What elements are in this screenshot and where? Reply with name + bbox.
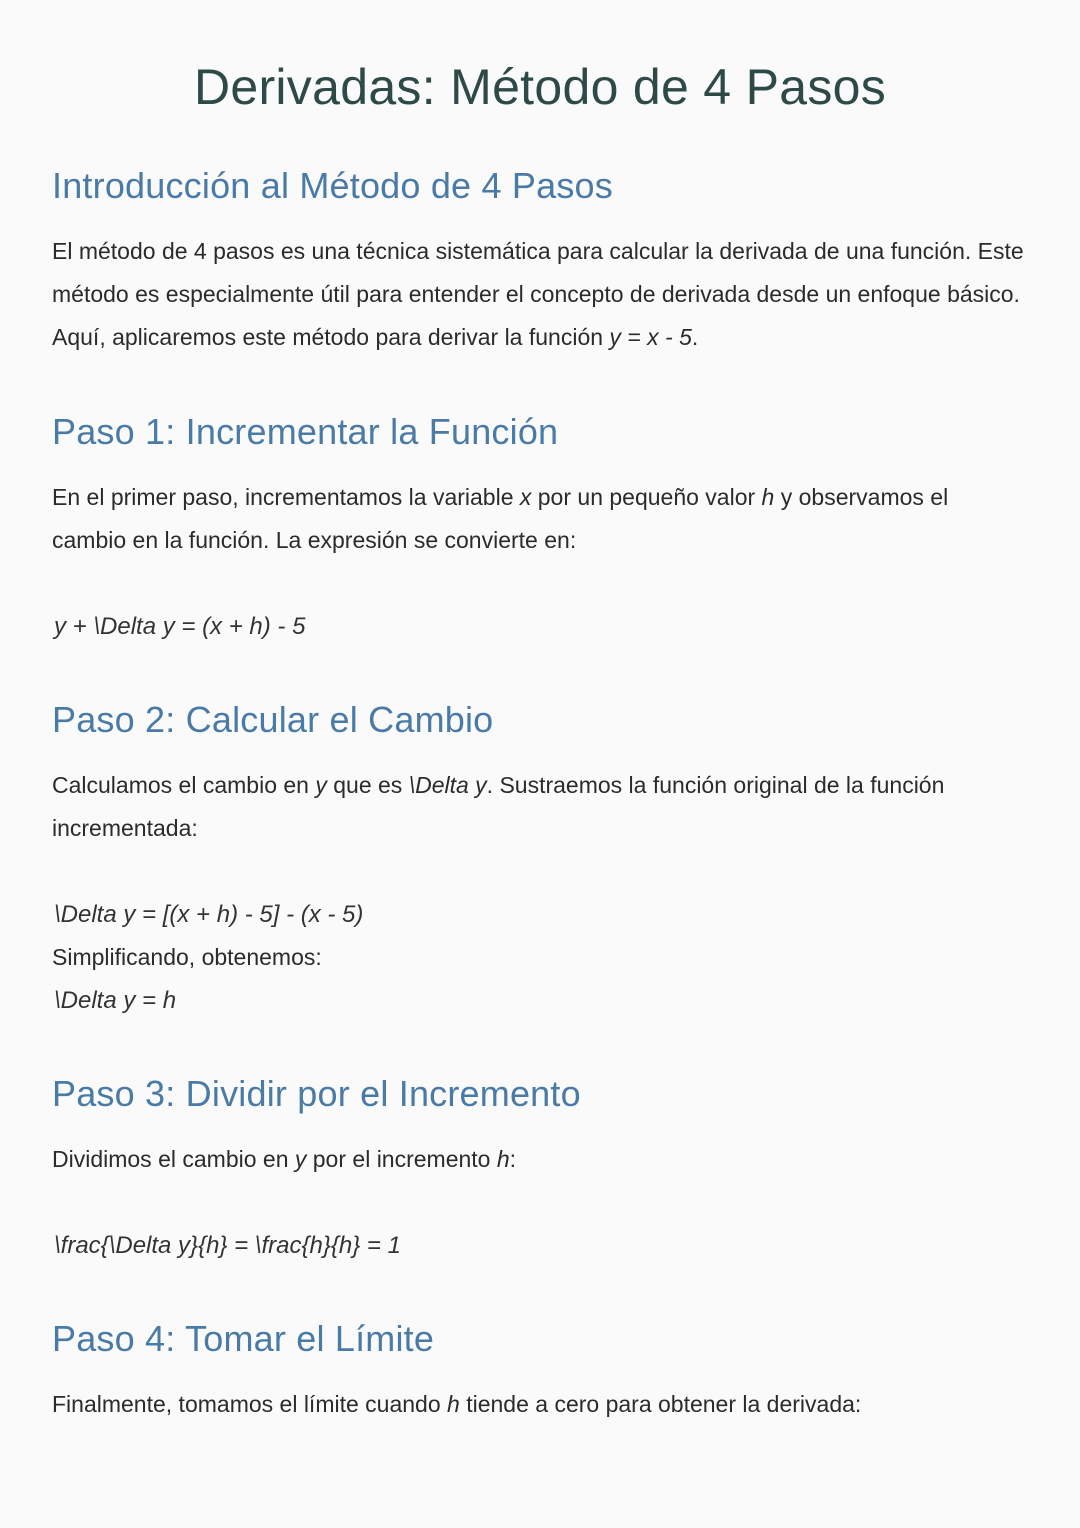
- section-heading-paso-2: Paso 2: Calcular el Cambio: [52, 699, 494, 740]
- paso-1-text: por un pequeño valor: [531, 484, 762, 510]
- paso-3-math-h: h: [496, 1146, 510, 1172]
- section-heading-paso-1: Paso 1: Incrementar la Función: [52, 411, 559, 452]
- section-heading-intro: Introducción al Método de 4 Pasos: [52, 165, 613, 206]
- paso-1-text: y observamos el cambio en la función. La expresión se convierte en:: [52, 484, 949, 553]
- paso-2-text: que es: [326, 772, 409, 798]
- paso-2-formula-1: \Delta y = [(x + h) - 5] - (x - 5): [54, 901, 364, 928]
- intro-function-math: y = x - 5: [609, 324, 692, 350]
- paso-1-formula: y + \Delta y = (x + h) - 5: [54, 613, 306, 640]
- paso-1-math-h: h: [761, 484, 775, 510]
- section-paso-4: [52, 1316, 1028, 1426]
- paso-2-text: Calculamos el cambio en: [52, 772, 316, 798]
- section-heading-paso-3: Paso 3: Dividir por el Incremento: [52, 1073, 581, 1114]
- section-intro: [52, 163, 1028, 359]
- page-title: Derivadas: Método de 4 Pasos: [193, 59, 887, 115]
- paso-2-text: . Sustraemos la función original de la función incrementada:: [52, 772, 945, 841]
- paso-2-math-y: y: [315, 772, 327, 798]
- paso-3-text: Dividimos el cambio en: [52, 1146, 295, 1172]
- section-paso-1: [52, 409, 1028, 648]
- paso-4-text: Finalmente, tomamos el límite cuando: [52, 1391, 448, 1417]
- intro-text: El método de 4 pasos es una técnica sistemática para calcular la derivada de una función. Este método es especialmente útil para entender el concepto de derivada desde un enfoque básico. Aquí, aplicaremos este método para derivar la función: [52, 238, 1024, 350]
- paso-2-paragraph: [52, 764, 1028, 850]
- paso-3-paragraph: [52, 1138, 1028, 1181]
- intro-paragraph: [52, 230, 1028, 359]
- intro-text-end: .: [691, 324, 699, 350]
- paso-1-math-x: x: [519, 484, 532, 510]
- paso-2-math-delta-y: \Delta y: [408, 772, 487, 798]
- paso-2-simplify-label: Simplificando, obtenemos:: [52, 944, 322, 970]
- paso-3-text: :: [509, 1146, 517, 1172]
- paso-3-math-y: y: [294, 1146, 307, 1172]
- section-paso-2: [52, 697, 1028, 1022]
- paso-2-formula-2: \Delta y = h: [54, 987, 177, 1014]
- paso-4-math-h: h: [447, 1391, 460, 1417]
- paso-1-text: En el primer paso, incrementamos la variable: [52, 484, 520, 510]
- paso-4-text: tiende a cero para obtener la derivada:: [459, 1391, 862, 1417]
- section-heading-paso-4: Paso 4: Tomar el Límite: [52, 1318, 435, 1359]
- paso-1-paragraph: [52, 476, 1028, 562]
- paso-3-text: por el incremento: [306, 1146, 497, 1172]
- paso-4-paragraph: [52, 1383, 1028, 1426]
- section-paso-3: [52, 1071, 1028, 1267]
- paso-3-formula: \frac{\Delta y}{h} = \frac{h}{h} = 1: [54, 1232, 401, 1259]
